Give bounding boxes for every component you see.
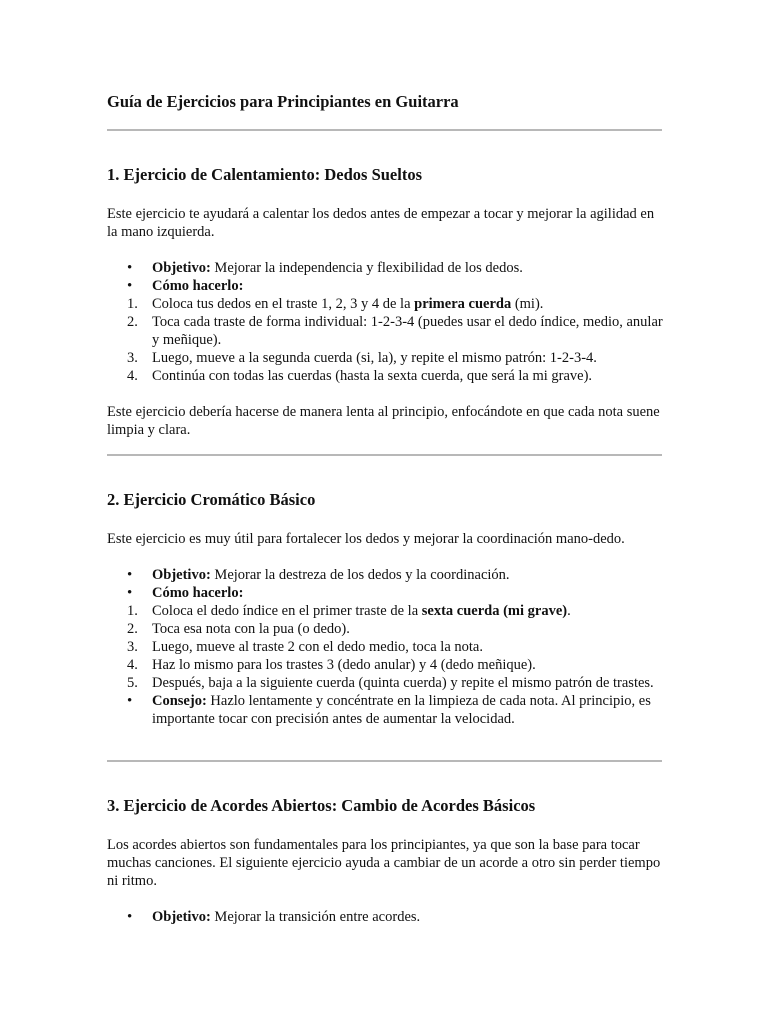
consejo-label: Consejo:: [152, 693, 207, 709]
section-closing: Este ejercicio debería hacerse de manera lenta al principio, enfocándote en que cada nota suene limpia y clara.: [107, 404, 660, 438]
list-item: [107, 277, 663, 385]
step-item: 2. Toca esa nota con la pua (o dedo).: [127, 621, 350, 637]
step-item: 4. Continúa con todas las cuerdas (hasta la sexta cuerda, que será la mi grave).: [127, 368, 593, 384]
list-item: [107, 566, 663, 584]
bullet-list: [107, 566, 663, 728]
step-item: 4. Haz lo mismo para los trastes 3 (dedo anular) y 4 (dedo meñique).: [127, 657, 536, 673]
section-heading: 3. Ejercicio de Acordes Abiertos: Cambio de Acordes Básicos: [107, 796, 536, 815]
step-item: 1. Coloca el dedo índice en el primer traste de la sexta cuerda (mi grave).: [127, 603, 571, 619]
como-label: Cómo hacerlo:: [152, 278, 244, 294]
consejo-text: Hazlo lentamente y concéntrate en la limpieza de cada nota. Al principio, es importante tocar con precisión antes de aumentar la velocidad.: [152, 693, 651, 727]
objetivo-label: Objetivo:: [152, 909, 211, 925]
section-2: [107, 490, 663, 728]
steps-list: [107, 295, 663, 385]
objetivo-label: Objetivo:: [152, 260, 211, 276]
bullet-list: [107, 259, 663, 385]
section-1: [107, 165, 663, 439]
step-item: 2. Toca cada traste de forma individual: 1-2-3-4 (puedes usar el dedo índice, medio, anular y meñique).: [127, 314, 663, 348]
list-item: [107, 908, 663, 926]
bullet-list: [107, 908, 663, 926]
step-item: 5. Después, baja a la siguiente cuerda (quinta cuerda) y repite el mismo patrón de trastes.: [127, 675, 654, 691]
objetivo-text: Mejorar la independencia y flexibilidad de los dedos.: [210, 260, 523, 276]
list-item: [107, 259, 663, 277]
divider: [107, 129, 662, 131]
section-3: [107, 796, 663, 926]
como-label: Cómo hacerlo:: [152, 585, 244, 601]
step-item: 1. Coloca tus dedos en el traste 1, 2, 3 y 4 de la primera cuerda (mi).: [127, 296, 544, 312]
objetivo-label: Objetivo:: [152, 567, 211, 583]
section-heading: 2. Ejercicio Cromático Básico: [107, 490, 316, 509]
section-intro: Este ejercicio es muy útil para fortalecer los dedos y mejorar la coordinación mano-dedo.: [107, 531, 625, 547]
objetivo-text: Mejorar la destreza de los dedos y la coordinación.: [210, 567, 510, 583]
step-item: 3. Luego, mueve a la segunda cuerda (si, la), y repite el mismo patrón: 1-2-3-4.: [127, 350, 597, 366]
list-item: [107, 584, 663, 692]
section-intro: Este ejercicio te ayudará a calentar los dedos antes de empezar a tocar y mejorar la agilidad en la mano izquierda.: [107, 206, 655, 240]
objetivo-text: Mejorar la transición entre acordes.: [210, 909, 421, 925]
divider: [107, 760, 662, 762]
list-item: [107, 692, 663, 728]
step-item: 3. Luego, mueve al traste 2 con el dedo medio, toca la nota.: [127, 639, 483, 655]
section-heading: 1. Ejercicio de Calentamiento: Dedos Sueltos: [107, 165, 422, 184]
divider: [107, 454, 662, 456]
section-intro: Los acordes abiertos son fundamentales para los principiantes, ya que son la base para tocar muchas canciones. El siguiente ejercicio ayuda a cambiar de un acorde a otro sin perder tiempo ni ritmo.: [107, 837, 661, 889]
steps-list: [107, 602, 663, 692]
page-title: Guía de Ejercicios para Principiantes en Guitarra: [107, 92, 459, 111]
